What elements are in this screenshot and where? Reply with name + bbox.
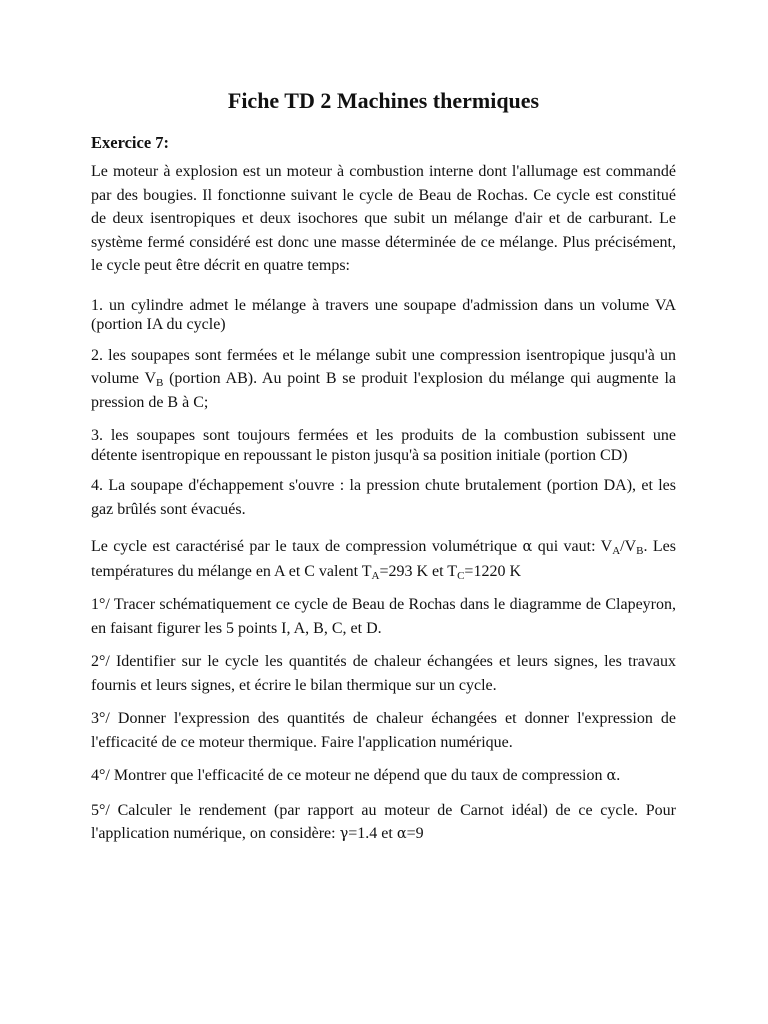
step-2-text-before: 2. les soupapes sont fermées et le mélange subit une compression isentropique jusqu'à un volume V — [91, 346, 676, 387]
step-2-text-after: (portion AB). Au point B se produit l'explosion du mélange qui augmente la pression de B à C; — [91, 370, 676, 411]
document-title: Fiche TD 2 Machines thermiques — [227, 88, 540, 113]
question-5-text: 5°/ Calculer le rendement (par rapport au moteur de Carnot idéal) de ce cycle. Pour l'application numérique, on considère: — [91, 801, 676, 842]
exercise-heading: Exercice 7: — [91, 133, 170, 152]
document-page — [91, 86, 676, 857]
cycle-text-part3: /V — [620, 538, 637, 555]
gamma-value: =1.4 et — [348, 825, 397, 842]
question-1: 1°/ Tracer schématiquement ce cycle de Beau de Rochas dans le diagramme de Clapeyron, en faisant figurer les 5 points I, A, B, C, et D. — [91, 596, 676, 637]
subscript-ta: A — [371, 569, 380, 582]
subscript-tc: C — [457, 569, 465, 582]
question-2: 2°/ Identifier sur le cycle les quantités de chaleur échangées et leurs signes, les travaux fournis et leurs signes, et écrire le bilan thermique sur un cycle. — [91, 653, 676, 694]
question-4 — [91, 764, 676, 789]
step-3-paragraph: 3. les soupapes sont toujours fermées et les produits de la combustion subissent une détente isentropique en repoussant le piston jusqu'à sa position initiale (portion CD) — [91, 427, 676, 464]
cycle-text-part2: qui vaut: V — [532, 538, 613, 555]
subscript-va: A — [612, 545, 621, 557]
alpha-symbol: α — [396, 826, 407, 842]
cycle-description-paragraph — [91, 535, 676, 583]
step-2-paragraph — [91, 344, 676, 415]
cycle-text-part5: =293 K et T — [379, 562, 458, 580]
subscript-vb: B — [636, 545, 644, 557]
step-1-paragraph: 1. un cylindre admet le mélange à travers une soupape d'admission dans un volume VA (portion IA du cycle) — [91, 296, 676, 333]
step-4-paragraph: 4. La soupape d'échappement s'ouvre : la pression chute brutalement (portion DA), et les gaz brûlés sont évacués. — [91, 477, 676, 518]
cycle-text-part4: . Les températures du mélange en A et C valent T — [91, 538, 677, 580]
question-5 — [91, 799, 676, 847]
alpha-symbol: α — [606, 768, 617, 784]
question-4-end: . — [616, 767, 621, 784]
alpha-symbol: α — [522, 539, 533, 555]
alpha-value: =9 — [406, 825, 424, 842]
intro-paragraph: Le moteur à explosion est un moteur à combustion interne dont l'allumage est commandé par des bougies. Il fonctionne suivant le cycle de Beau de Rochas. Ce cycle est constitué de deux isentropiques et deux isochores que subit un mélange d'air et de carburant. Le système fermé considéré est donc une masse déterminée de ce mélange. Plus précisément, le cycle peut être décrit en quatre temps: — [91, 163, 676, 274]
question-3: 3°/ Donner l'expression des quantités de chaleur échangées et donner l'expression de l'efficacité de ce moteur thermique. Faire l'application numérique. — [91, 710, 676, 751]
question-4-text: 4°/ Montrer que l'efficacité de ce moteur ne dépend que du taux de compression — [91, 767, 607, 784]
cycle-text-part6: =1220 K — [464, 562, 521, 580]
gamma-symbol: γ — [339, 826, 349, 842]
cycle-text-part1: Le cycle est caractérisé par le taux de compression volumétrique — [91, 538, 523, 555]
step-2-subscript: B — [156, 377, 164, 389]
